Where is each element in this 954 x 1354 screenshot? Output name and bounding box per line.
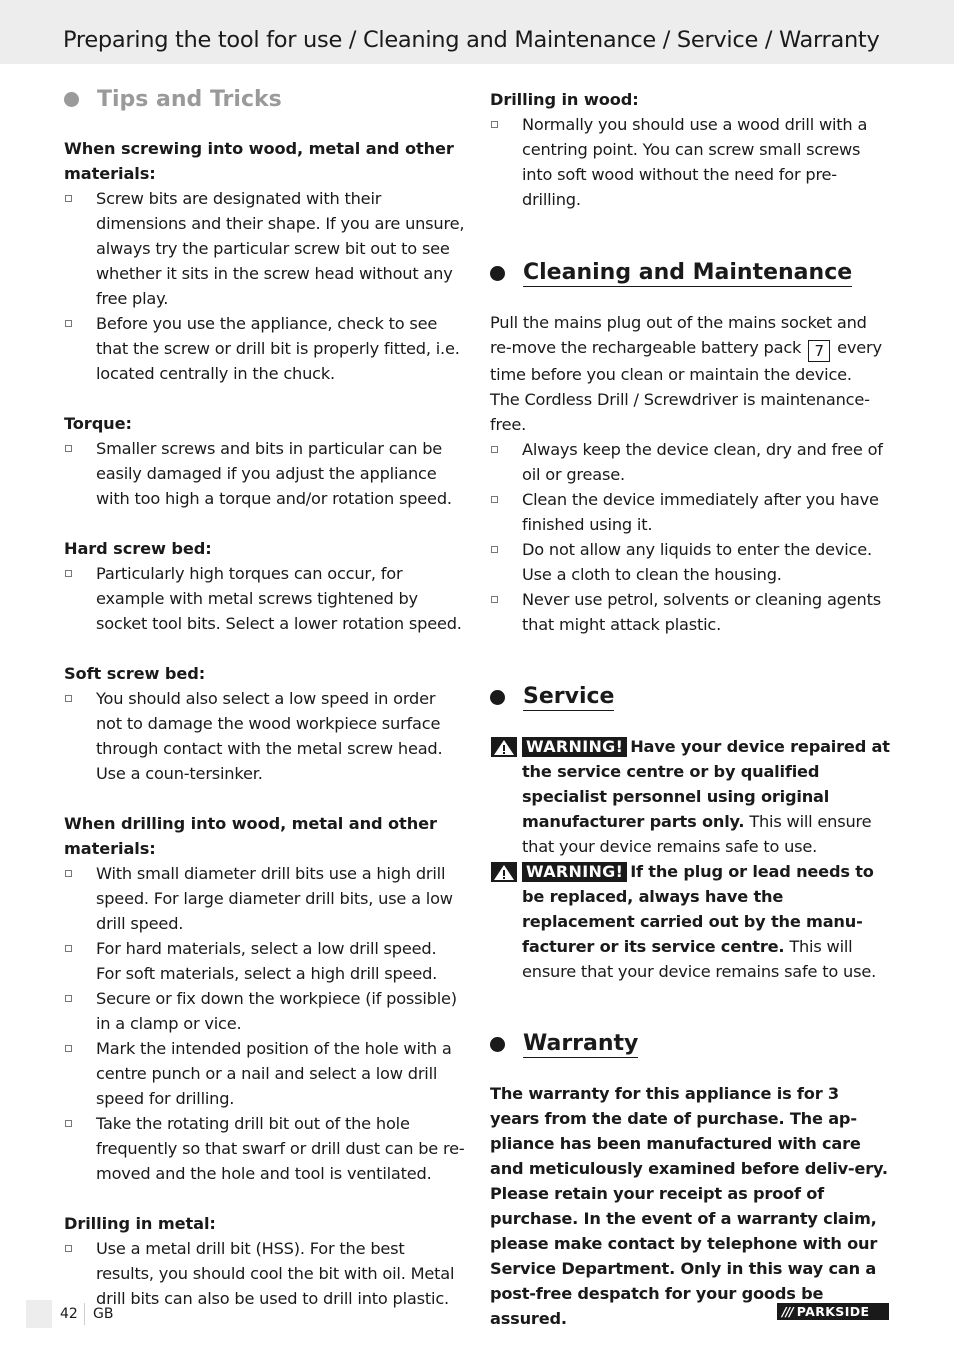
square-bullet-icon [65,570,72,577]
list-item: Always keep the device clean, dry and free of oil or grease. [490,437,890,487]
section-tips-title: Tips and Tricks [64,84,466,114]
list-item: Secure or fix down the workpiece (if possible) in a clamp or vice. [64,986,466,1036]
language-code: GB [93,1306,114,1322]
part-reference: 7 [808,340,830,362]
subheading-hard-bed: Hard screw bed: [64,539,212,558]
warning-badge: WARNING! [522,737,627,757]
subheading-metal: Drilling in metal: [64,1214,216,1233]
square-bullet-icon [65,445,72,452]
list-item: You should also select a low speed in order not to damage the wood workpiece surface through contact with the metal screw head. Use a coun-tersinker. [64,686,466,786]
bullet-dot-icon [64,92,79,107]
square-bullet-icon [65,1245,72,1252]
cleaning-line2: The Cordless Drill / Screwdriver is maintenance-free. [490,390,870,434]
right-column [490,87,890,1331]
left-column [64,84,466,1311]
list-item: Clean the device immediately after you have finished using it. [490,487,890,537]
subheading-screwing: When screwing into wood, metal and other materials: [64,139,454,183]
warning-triangle-icon [491,737,517,757]
list-item: Screw bits are designated with their dimensions and their shape. If you are unsure, always try the particular screw bit out to see whether it sits in the screw head without any free play. [64,186,466,311]
bullet-dot-icon [490,266,505,281]
square-bullet-icon [65,320,72,327]
square-bullet-icon [65,995,72,1002]
square-bullet-icon [491,121,498,128]
warning-block: WARNING! Have your device repaired at the service centre or by qualified specialist personnel using original manufacturer parts only. This will ensure that your device remains safe to use. [490,734,890,859]
bullet-dot-icon [490,690,505,705]
square-bullet-icon [65,1045,72,1052]
section-service-title: Service [490,682,890,714]
list-item: Take the rotating drill bit out of the hole frequently so that swarf or drill dust can be re-moved and the hole and tool is ventilated. [64,1111,466,1186]
brand-name: PARKSIDE [796,1304,870,1319]
warning-badge: WARNING! [522,862,627,882]
warranty-text: The warranty for this appliance is for 3 years from the date of purchase. The ap-pliance has been manufactured with care and meticulously examined before deliv-ery. Please retain your receipt as proof of purchase. In the event of a warranty claim, please make contact by telephone with our Service Department. Only in this way can a post-free despatch for your goods be assured. [490,1084,888,1328]
bullet-dot-icon [490,1037,505,1052]
square-bullet-icon [65,195,72,202]
cleaning-intro: Pull the mains plug out of the mains socket and re-move the rechargeable battery pack 7 every time before you clean or maintain the device. [490,313,882,384]
list-item: Smaller screws and bits in particular can be easily damaged if you adjust the appliance with too high a torque and/or rotation speed. [64,436,466,511]
square-bullet-icon [491,496,498,503]
list-item: Normally you should use a wood drill with a centring point. You can screw small screws into soft wood without the need for pre-drilling. [490,112,890,212]
list-item: Before you use the appliance, check to see that the screw or drill bit is properly fitted, i.e. located centrally in the chuck. [64,311,466,386]
square-bullet-icon [65,695,72,702]
page-title: Preparing the tool for use / Cleaning and Maintenance / Service / Warranty [63,27,880,53]
subheading-soft-bed: Soft screw bed: [64,664,206,683]
footer-divider [84,1303,85,1325]
list-item: With small diameter drill bits use a high drill speed. For large diameter drill bits, use a low drill speed. [64,861,466,936]
square-bullet-icon [65,945,72,952]
warning-triangle-icon [491,862,517,882]
subheading-torque: Torque: [64,414,132,433]
warning-block: WARNING! If the plug or lead needs to be replaced, always have the replacement carried out by the manu-facturer or its service centre. This will ensure that your device remains safe to use. [490,859,890,984]
square-bullet-icon [65,1120,72,1127]
square-bullet-icon [491,446,498,453]
square-bullet-icon [491,546,498,553]
page-number: 42 [60,1306,78,1322]
footer-marker [26,1300,52,1328]
square-bullet-icon [65,870,72,877]
list-item: Use a metal drill bit (HSS). For the best results, you should cool the bit with oil. Metal drill bits can also be used to drill into plastic. [64,1236,466,1311]
brand-stripes: /// [782,1304,793,1319]
subheading-drilling: When drilling into wood, metal and other materials: [64,814,437,858]
subheading-wood: Drilling in wood: [490,90,639,109]
section-warranty-title: Warranty [490,1029,890,1061]
page-header [0,0,954,64]
square-bullet-icon [491,596,498,603]
brand-logo [777,1303,889,1320]
list-item: For hard materials, select a low drill speed. For soft materials, select a high drill speed. [64,936,466,986]
list-item: Do not allow any liquids to enter the device. Use a cloth to clean the housing. [490,537,890,587]
list-item: Particularly high torques can occur, for example with metal screws tightened by socket tool bits. Select a lower rotation speed. [64,561,466,636]
list-item: Mark the intended position of the hole with a centre punch or a nail and select a low drill speed for drilling. [64,1036,466,1111]
list-item: Never use petrol, solvents or cleaning agents that might attack plastic. [490,587,890,637]
section-cleaning-title: Cleaning and Maintenance [490,258,890,290]
